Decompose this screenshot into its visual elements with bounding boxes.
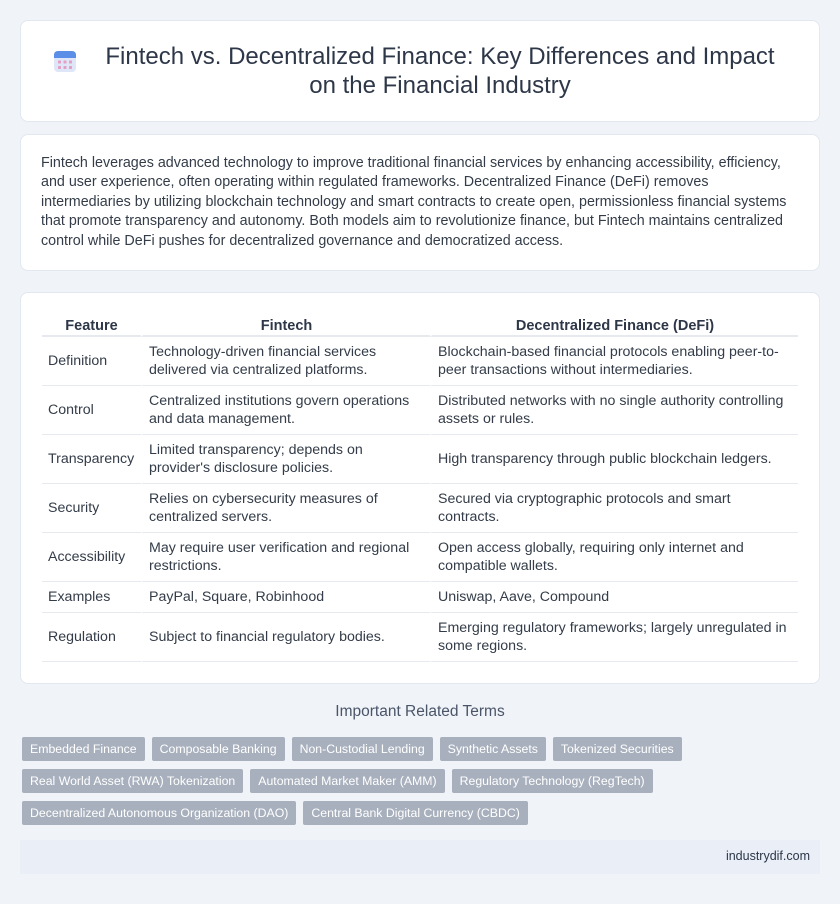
related-term-tag[interactable]: Regulatory Technology (RegTech) <box>452 769 653 793</box>
fintech-cell: PayPal, Square, Robinhood <box>141 582 430 613</box>
feature-cell: Control <box>42 386 141 435</box>
comparison-table <box>42 316 798 662</box>
defi-cell: Blockchain-based financial protocols enabling peer-to-peer transactions without intermediaries. <box>430 337 798 386</box>
related-terms-title: Important Related Terms <box>335 703 505 720</box>
related-term-tag[interactable]: Synthetic Assets <box>440 737 546 761</box>
defi-cell: Emerging regulatory frameworks; largely unregulated in some regions. <box>430 613 798 662</box>
footer-site-link[interactable]: industrydif.com <box>725 849 810 863</box>
related-term-tag[interactable]: Real World Asset (RWA) Tokenization <box>22 769 243 793</box>
table-row <box>42 337 798 386</box>
table-row <box>42 582 798 613</box>
footer-bar <box>20 840 820 874</box>
table-row <box>42 386 798 435</box>
header-fintech: Fintech <box>141 316 430 337</box>
fintech-cell: Technology-driven financial services delivered via centralized platforms. <box>141 337 430 386</box>
table-row <box>42 533 798 582</box>
table-row <box>42 484 798 533</box>
defi-cell: Open access globally, requiring only internet and compatible wallets. <box>430 533 798 582</box>
page-title: Fintech vs. Decentralized Finance: Key Differences and Impact on the Financial Industry <box>105 43 775 99</box>
table-header-row <box>42 316 798 337</box>
comparison-table-card <box>20 292 820 684</box>
feature-cell: Transparency <box>42 435 141 484</box>
fintech-cell: Limited transparency; depends on provider's disclosure policies. <box>141 435 430 484</box>
table-row <box>42 613 798 662</box>
related-term-tag[interactable]: Composable Banking <box>152 737 285 761</box>
defi-cell: Uniswap, Aave, Compound <box>430 582 798 613</box>
header-card <box>20 20 820 122</box>
feature-cell: Definition <box>42 337 141 386</box>
defi-cell: Distributed networks with no single authority controlling assets or rules. <box>430 386 798 435</box>
defi-cell: High transparency through public blockchain ledgers. <box>430 435 798 484</box>
header-defi: Decentralized Finance (DeFi) <box>430 316 798 337</box>
fintech-cell: May require user verification and regional restrictions. <box>141 533 430 582</box>
feature-cell: Security <box>42 484 141 533</box>
feature-cell: Accessibility <box>42 533 141 582</box>
table-row <box>42 435 798 484</box>
related-terms-list <box>22 737 742 825</box>
related-term-tag[interactable]: Automated Market Maker (AMM) <box>250 769 444 793</box>
fintech-cell: Relies on cybersecurity measures of centralized servers. <box>141 484 430 533</box>
intro-card <box>20 134 820 271</box>
related-term-tag[interactable]: Embedded Finance <box>22 737 145 761</box>
feature-cell: Regulation <box>42 613 141 662</box>
feature-cell: Examples <box>42 582 141 613</box>
related-term-tag[interactable]: Tokenized Securities <box>553 737 682 761</box>
related-term-tag[interactable]: Central Bank Digital Currency (CBDC) <box>303 801 527 825</box>
related-term-tag[interactable]: Non-Custodial Lending <box>292 737 433 761</box>
header-feature: Feature <box>42 316 141 337</box>
defi-cell: Secured via cryptographic protocols and smart contracts. <box>430 484 798 533</box>
intro-paragraph: Fintech leverages advanced technology to improve traditional financial services by enhancing accessibility, efficiency, and user experience, often operating within regulated frameworks. Decentralized Finance (DeFi) removes intermediaries by utilizing blockchain technology and smart contracts to create open, permissionless financial systems that promote transparency and autonomy. Both models aim to revolutionize finance, but Fintech maintains centralized control while DeFi pushes for decentralized governance and democratized access. <box>41 155 787 249</box>
fintech-cell: Centralized institutions govern operations and data management. <box>141 386 430 435</box>
fintech-cell: Subject to financial regulatory bodies. <box>141 613 430 662</box>
related-term-tag[interactable]: Decentralized Autonomous Organization (DAO) <box>22 801 296 825</box>
